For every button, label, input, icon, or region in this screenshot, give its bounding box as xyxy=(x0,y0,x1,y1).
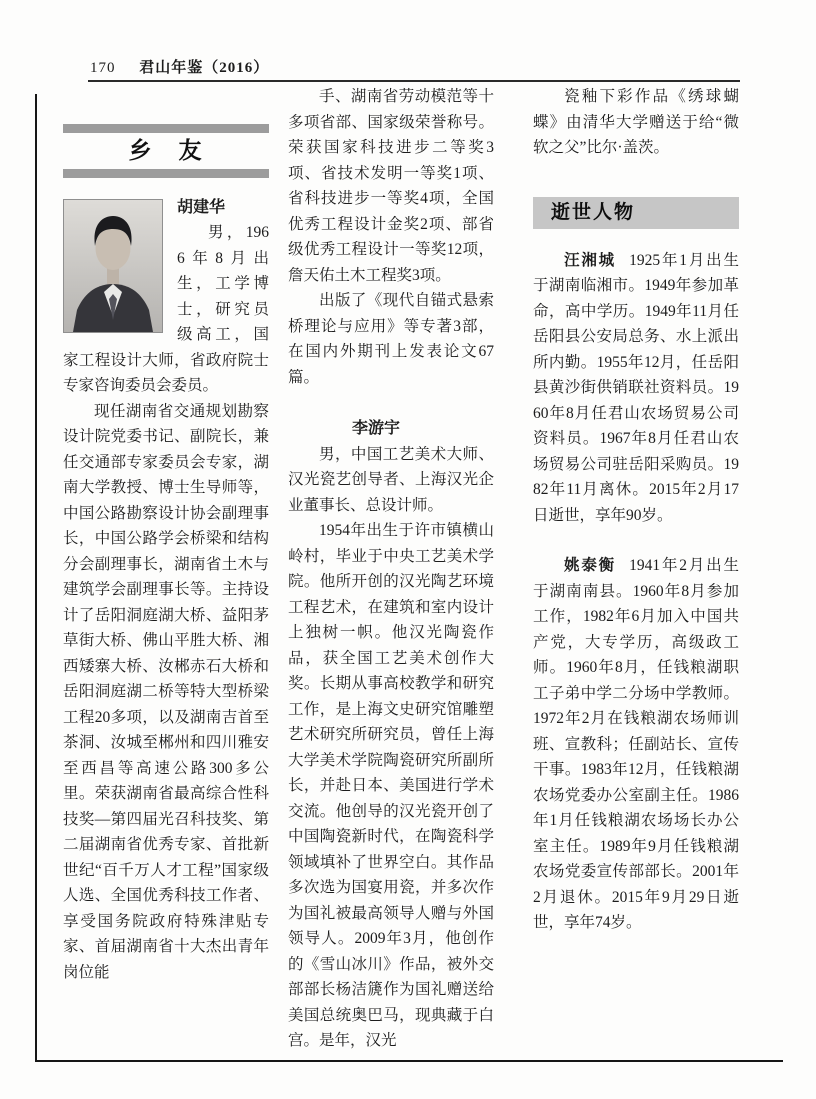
obituary-yao-taiheng xyxy=(533,553,739,936)
obituary-name: 姚泰衡 xyxy=(564,557,616,574)
column-left xyxy=(63,118,269,985)
publications-paragraph: 出版了《现代自锚式悬索桥理论与应用》等专著3部，在国内外期刊上发表论文67篇。 xyxy=(288,292,494,386)
decor-bar-bottom xyxy=(63,169,269,178)
book-title: 君山年鉴（2016） xyxy=(139,60,270,76)
column-middle xyxy=(288,84,494,1054)
section-obituaries-header: 逝世人物 xyxy=(533,197,739,229)
left-border-line xyxy=(35,94,37,1062)
obituary-text: 1925年1月出生于湖南临湘市。1949年参加革命，高中学历。1949年11月任岳阳县公安局总务、水上派出所内勤。1955年12月，任岳阳县黄沙街供销联社资料员。1960年8月任君山农场贸易公司资料员。1967年8月任君山农场贸易公司驻岳阳采购员。1982年11月离休。2015年2月17日逝世，享年90岁。 xyxy=(533,251,739,524)
column-right xyxy=(533,84,739,936)
obituary-name: 汪湘城 xyxy=(564,251,616,269)
page-number: 170 xyxy=(90,60,116,76)
li-bio-continued-paragraph: 瓷釉下彩作品《绣球蝴蝶》由清华大学赠送于给“微软之父”比尔·盖茨。 xyxy=(533,88,739,156)
bottom-border-line xyxy=(35,1060,783,1062)
obituary-wang-xiangcheng xyxy=(533,248,739,529)
profile-intro: 男，1966年8月出生，工学博士，研究员级高工，国家工程设计大师，省政府院士专家咨询委员会委员。 xyxy=(63,224,269,394)
profile-hu-jianhua xyxy=(63,195,269,986)
section-xiangyou-header xyxy=(63,124,269,178)
portrait-illustration xyxy=(64,200,162,332)
profile-name: 胡建华 xyxy=(177,198,226,216)
profile-name-li-youyu: 李游宇 xyxy=(352,420,401,437)
section-title-xiangyou: 乡 友 xyxy=(128,137,204,163)
profile-li-bio: 1954年出生于许市镇横山岭村，毕业于中央工艺美术学院。他所开创的汉光陶艺环境工程艺术，在建筑和室内设计上独树一帜。他汉光陶瓷作品，获全国工艺美术创作大奖。长期从事高校教学和研究工作，是上海文史研究馆雕塑艺术研究所研究员，曾任上海大学美术学院陶瓷研究所副所长，并赴日本、美国进行学术交流。他创导的汉光瓷开创了中国陶瓷新时代，在陶瓷科学领域填补了世界空白。其作品多次选为国宴用瓷，并多次作为国礼被最高领导人赠与外国领导人。2009年3月，他创作的《雪山冰川》作品，被外交部部长杨洁篪作为国礼赠送给美国总统奥巴马，现典藏于白宫。是年，汉光 xyxy=(288,522,494,1049)
header-rule xyxy=(88,80,740,82)
profile-bio: 现任湖南省交通规划勘察设计院党委书记、副院长，兼任交通部专家委员会专家，湖南大学教授、博士生导师等，中国公路勘察设计协会副理事长，中国公路学会桥梁和结构分会副理事长，湖南省土木与建筑学会副理事长等。主持设计了岳阳洞庭湖大桥、益阳茅草街大桥、佛山平胜大桥、湘西矮寨大桥、汝郴赤石大桥和岳阳洞庭湖二桥等特大型桥梁工程20多项，以及湖南吉首至茶洞、汝城至郴州和四川雅安至西昌等高速公路300多公里。荣获湖南省最高综合性科技奖—第四届光召科技奖、第二届湖南省优秀专家、首批新世纪“百千万人才工程”国家级人选、全国优秀科技工作者、享受国务院政府特殊津贴专家、首届湖南省十大杰出青年岗位能 xyxy=(63,402,269,981)
decor-bar-top xyxy=(63,124,269,133)
page-header xyxy=(90,56,269,77)
portrait-photo xyxy=(63,199,163,333)
obituary-text: 1941年2月出生于湖南南县。1960年8月参加工作，1982年6月加入中国共产党，大专学历，高级政工师。1960年8月，任钱粮湖职工子弟中学二分场中学教师。1972年2月在钱粮湖农场师训班、宣教科；任副站长、宣传干事。1983年12月，任钱粮湖农场党委办公室副主任。1986年1月任钱粮湖农场场长办公室主任。1989年9月任钱粮湖农场党委宣传部部长。2001年2月退休。2015年9月29日逝世，享年74岁。 xyxy=(533,557,739,931)
profile-li-intro: 男，中国工艺美术大师、汉光瓷艺创导者、上海汉光企业董事长、总设计师。 xyxy=(288,445,494,514)
bio-continued-paragraph: 手、湖南省劳动模范等十多项省部、国家级荣誉称号。荣获国家科技进步二等奖3项、省技术发明一等奖1项、省科技进步一等奖4项，全国优秀工程设计金奖2项、部省级优秀工程设计一等奖12项，詹天佑土木工程奖3项。 xyxy=(288,88,494,284)
